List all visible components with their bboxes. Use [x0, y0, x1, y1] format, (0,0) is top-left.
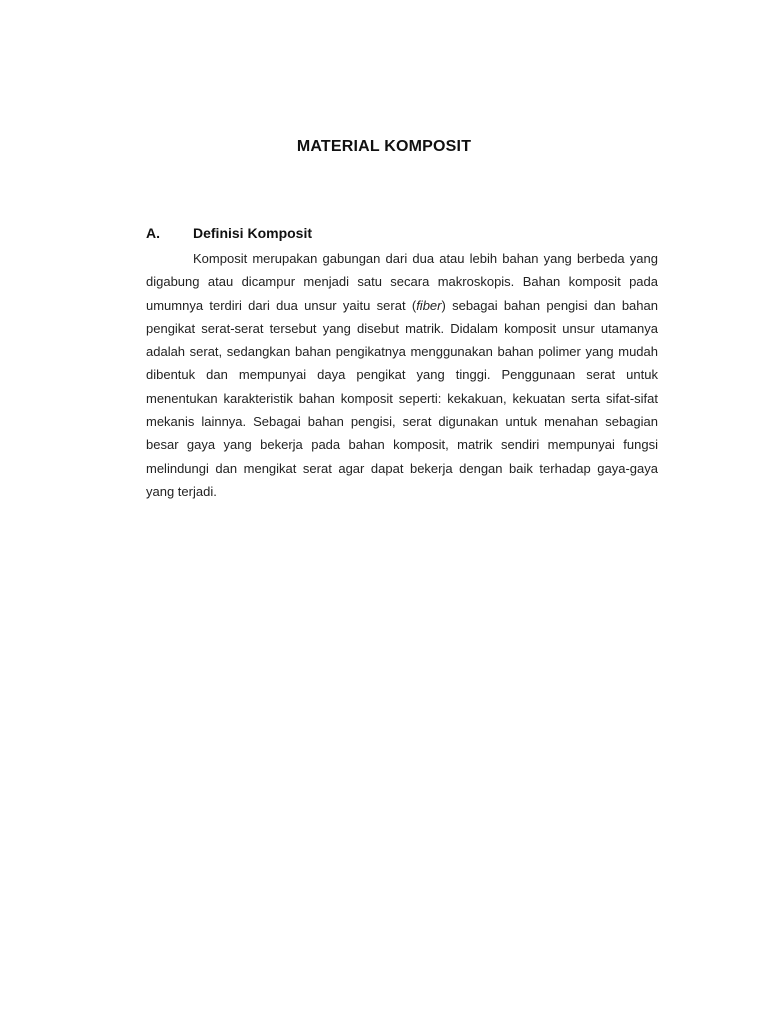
body-paragraph [146, 247, 658, 503]
section-heading [146, 225, 312, 241]
paragraph-text-start: Komposit merupakan gabungan dari dua atau lebih bahan yang berbeda yang digabung atau dicampur menjadi satu secara makroskopis. Bahan komposit pada umumnya terdiri dari dua unsur yaitu serat ( [146, 251, 658, 313]
section-title: Definisi Komposit [193, 225, 313, 241]
italic-term: fiber [416, 297, 442, 313]
section-number: A. [146, 225, 160, 241]
document-title: MATERIAL KOMPOSIT [296, 138, 472, 155]
paragraph-text-end: ) sebagai bahan pengisi dan bahan pengikat serat-serat tersebut yang disebut matrik. Didalam komposit unsur utamanya adalah serat, sedangkan bahan pengikatnya menggunakan bahan polimer yang mudah dibentuk dan mempunyai daya pengikat yang tinggi. Penggunaan serat untuk menentukan karakteristik bahan komposit seperti: kekakuan, kekuatan serta sifat-sifat mekanis lainnya. Sebagai bahan pengisi, serat digunakan untuk menahan sebagian besar gaya yang bekerja pada bahan komposit, matrik sendiri mempunyai fungsi melindungi dan mengikat serat agar dapat bekerja dengan baik terhadap gaya-gaya yang terjadi. [146, 297, 658, 499]
